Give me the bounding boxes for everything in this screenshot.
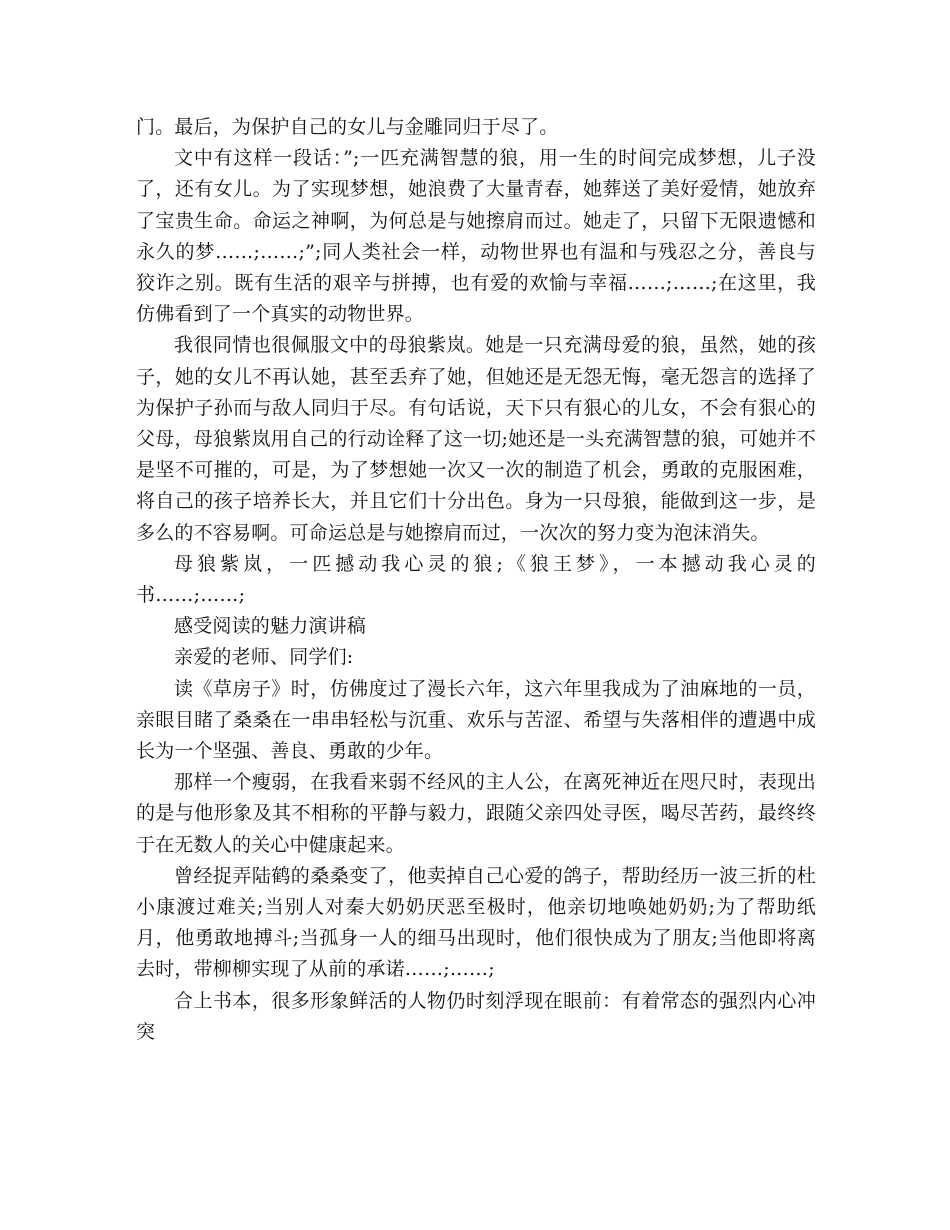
paragraph: 文中有这样一段话：”;一匹充满智慧的狼，用一生的时间完成梦想，儿子没了，还有女儿。为了实现梦想，她浪费了大量青春，她葬送了美好爱情，她放弃了宝贵生命。命运之神啊，为何总是与她擦肩而过。她走了，只留下无限遗憾和永久的梦……;……;”;同人类社会一样，动物世界也有温和与残忍之分，善良与狡诈之别。既有生活的艰辛与拼搏，也有爱的欢愉与幸福……;……;在这里，我仿佛看到了一个真实的动物世界。 bbox=[136, 147, 816, 326]
document-body bbox=[136, 112, 816, 1048]
section-title: 感受阅读的魅力演讲稿 bbox=[174, 615, 367, 638]
paragraph: 读《草房子》时，仿佛度过了漫长六年，这六年里我成为了油麻地的一员，亲眼目睹了桑桑在一串串轻松与沉重、欢乐与苦涩、希望与失落相伴的遭遇中成长为一个坚强、善良、勇敢的少年。 bbox=[136, 677, 816, 763]
paragraph: 门。最后，为保护自己的女儿与金雕同归于尽了。 bbox=[136, 116, 559, 138]
paragraph: 合上书本，很多形象鲜活的人物仍时刻浮现在眼前：有着常态的强烈内心冲突 bbox=[136, 989, 816, 1043]
paragraph: 母狼紫岚，一匹撼动我心灵的狼;《狼王梦》，一本撼动我心灵的书……;……; bbox=[136, 552, 816, 607]
paragraph: 曾经捉弄陆鹤的桑桑变了，他卖掉自己心爱的鸽子，帮助经历一波三折的杜小康渡过难关;当别人对秦大奶奶厌恶至极时，他亲切地唤她奶奶;为了帮助纸月，他勇敢地搏斗;当孤身一人的细马出现时，他们很快成为了朋友;当他即将离去时，带柳柳实现了从前的承诺……;……; bbox=[136, 864, 816, 981]
paragraph: 我很同情也很佩服文中的母狼紫岚。她是一只充满母爱的狼，虽然，她的孩子，她的女儿不再认她，甚至丢弃了她，但她还是无怨无悔，毫无怨言的选择了为保护子孙而与敌人同归于尽。有句话说，天下只有狠心的儿女，不会有狠心的父母，母狼紫岚用自己的行动诠释了这一切;她还是一头充满智慧的狼，可她并不是坚不可摧的，可是，为了梦想她一次又一次的制造了机会，勇敢的克服困难，将自己的孩子培养长大，并且它们十分出色。身为一只母狼，能做到这一步，是多么的不容易啊。可命运总是与她擦肩而过，一次次的努力变为泡沫消失。 bbox=[136, 334, 816, 544]
paragraph: 那样一个瘦弱，在我看来弱不经风的主人公，在离死神近在咫尺时，表现出的是与他形象及其不相称的平静与毅力，跟随父亲四处寻医，喝尽苦药，最终终于在无数人的关心中健康起来。 bbox=[136, 771, 816, 856]
salutation: 亲爱的老师、同学们: bbox=[174, 646, 354, 669]
